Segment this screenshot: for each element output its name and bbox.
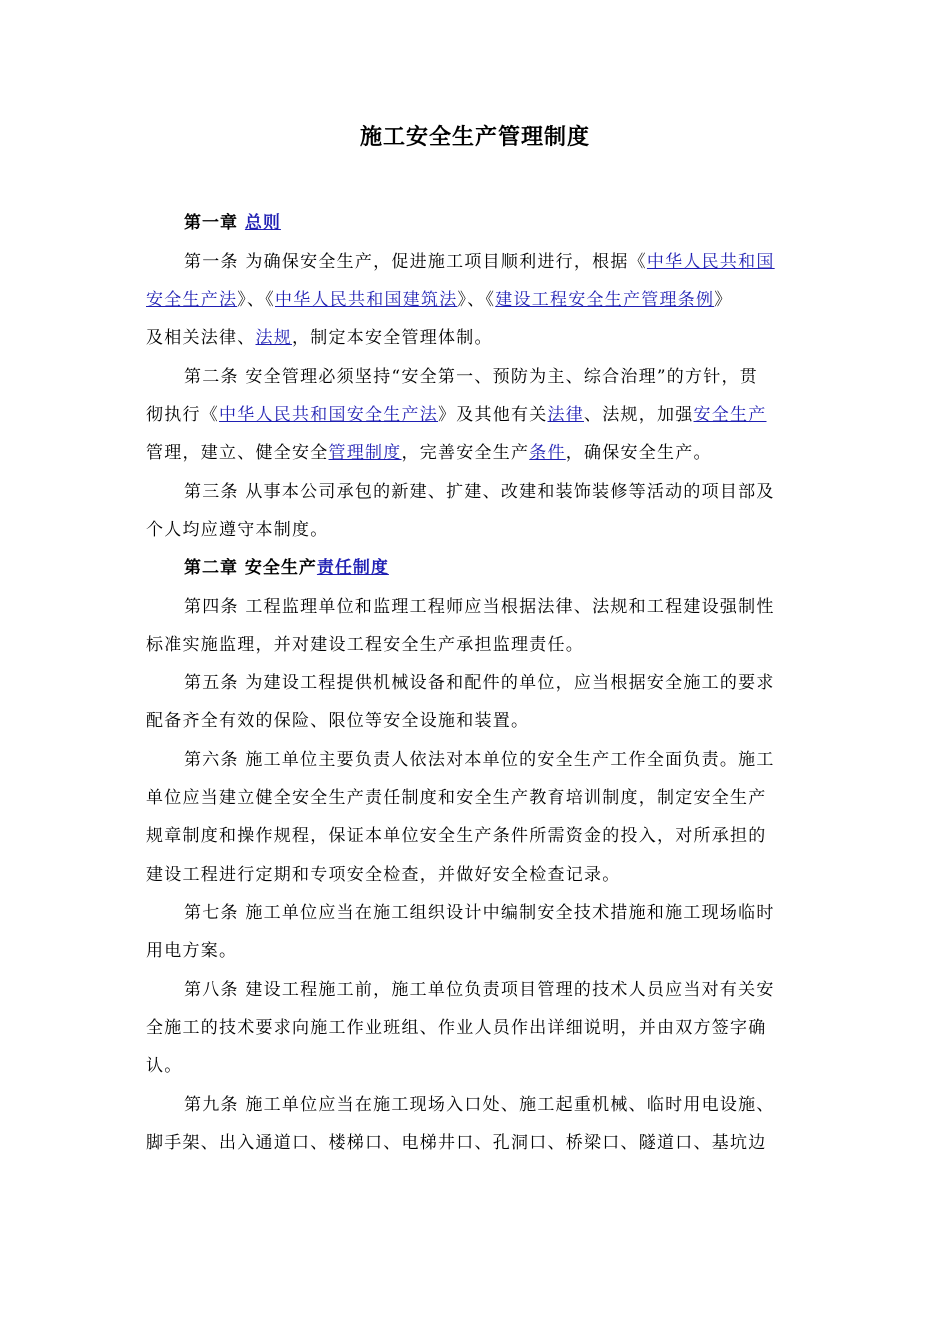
- article-line: 第七条 施工单位应当在施工组织设计中编制安全技术措施和施工现场临时: [184, 903, 775, 923]
- article-line: 标准实施监理，并对建设工程安全生产承担监理责任。: [146, 635, 584, 655]
- article-line: 脚手架、出入通道口、楼梯口、电梯井口、孔洞口、桥梁口、隧道口、基坑边: [146, 1133, 767, 1153]
- chapter-label: 第二章 安全生产: [184, 558, 317, 578]
- article-line: 单位应当建立健全安全生产责任制度和安全生产教育培训制度，制定安全生产: [146, 788, 767, 808]
- article-line: 第八条 建设工程施工前，施工单位负责项目管理的技术人员应当对有关安: [184, 980, 775, 1000]
- article-line: 全施工的技术要求向施工作业班组、作业人员作出详细说明，并由双方签字确: [146, 1018, 767, 1038]
- article-line: 第九条 施工单位应当在施工现场入口处、施工起重机械、临时用电设施、: [184, 1095, 775, 1115]
- article-text: 及相关法律、: [146, 328, 256, 348]
- article-text: ，确保安全生产。: [565, 443, 712, 463]
- link-work-safety[interactable]: 安全生产: [693, 405, 767, 425]
- article-text: 彻执行《: [146, 405, 219, 425]
- link-responsibility-system[interactable]: 责任制度: [316, 558, 389, 578]
- article-line: 第四条 工程监理单位和监理工程师应当根据法律、法规和工程建设强制性: [184, 597, 775, 617]
- page-title: 施工安全生产管理制度: [359, 125, 590, 150]
- article-line: [184, 250, 775, 274]
- article-line: [146, 441, 712, 465]
- link-regulations[interactable]: 法规: [255, 328, 292, 348]
- article-line: 第二条 安全管理必须坚持“安全第一、预防为主、综合治理”的方针，贯: [184, 367, 759, 387]
- article-line: [146, 288, 733, 312]
- article-text: 》、《: [457, 290, 496, 310]
- link-conditions[interactable]: 条件: [529, 443, 566, 463]
- link-general-provisions[interactable]: 总则: [244, 213, 281, 233]
- article-line: 规章制度和操作规程，保证本单位安全生产条件所需资金的投入，对所承担的: [146, 826, 767, 846]
- article-text: 、法规，加强: [584, 405, 694, 425]
- link-work-safety-law-full[interactable]: 中华人民共和国安全生产法: [219, 405, 438, 425]
- link-safety-regulations[interactable]: 建设工程安全生产管理条例: [495, 290, 715, 310]
- article-line: 配备齐全有效的保险、限位等安全设施和装置。: [146, 711, 530, 731]
- article-text: 》及其他有关: [438, 405, 548, 425]
- article-line: 第六条 施工单位主要负责人依法对本单位的安全生产工作全面负责。施工: [184, 750, 775, 770]
- link-prc[interactable]: 中华人民共和国: [646, 252, 775, 272]
- article-line: 个人均应遵守本制度。: [146, 520, 329, 540]
- article-text: ，完善安全生产: [401, 443, 530, 463]
- article-text: 》: [714, 290, 733, 310]
- article-text: ，制定本安全管理体制。: [292, 328, 493, 348]
- chapter-label: 第一章: [184, 213, 245, 233]
- article-line: 建设工程进行定期和专项安全检查，并做好安全检查记录。: [146, 865, 621, 885]
- article-text: 管理，建立、健全安全: [146, 443, 329, 463]
- article-line: 用电方案。: [146, 941, 238, 961]
- link-management-system[interactable]: 管理制度: [328, 443, 402, 463]
- article-text: 第一条 为确保安全生产，促进施工项目顺利进行，根据《: [184, 252, 647, 272]
- link-law[interactable]: 法律: [547, 405, 584, 425]
- article-line: 第五条 为建设工程提供机械设备和配件的单位，应当根据安全施工的要求: [184, 673, 775, 693]
- article-line: 认。: [146, 1056, 183, 1076]
- article-line: [146, 403, 767, 427]
- chapter-heading: [184, 556, 389, 580]
- link-construction-law[interactable]: 中华人民共和国建筑法: [275, 290, 458, 310]
- article-line: [146, 326, 493, 350]
- link-work-safety-law[interactable]: 安全生产法: [146, 290, 238, 310]
- chapter-heading: [184, 211, 281, 235]
- article-text: 》、《: [237, 290, 275, 310]
- article-line: 第三条 从事本公司承包的新建、扩建、改建和装饰装修等活动的项目部及: [184, 482, 775, 502]
